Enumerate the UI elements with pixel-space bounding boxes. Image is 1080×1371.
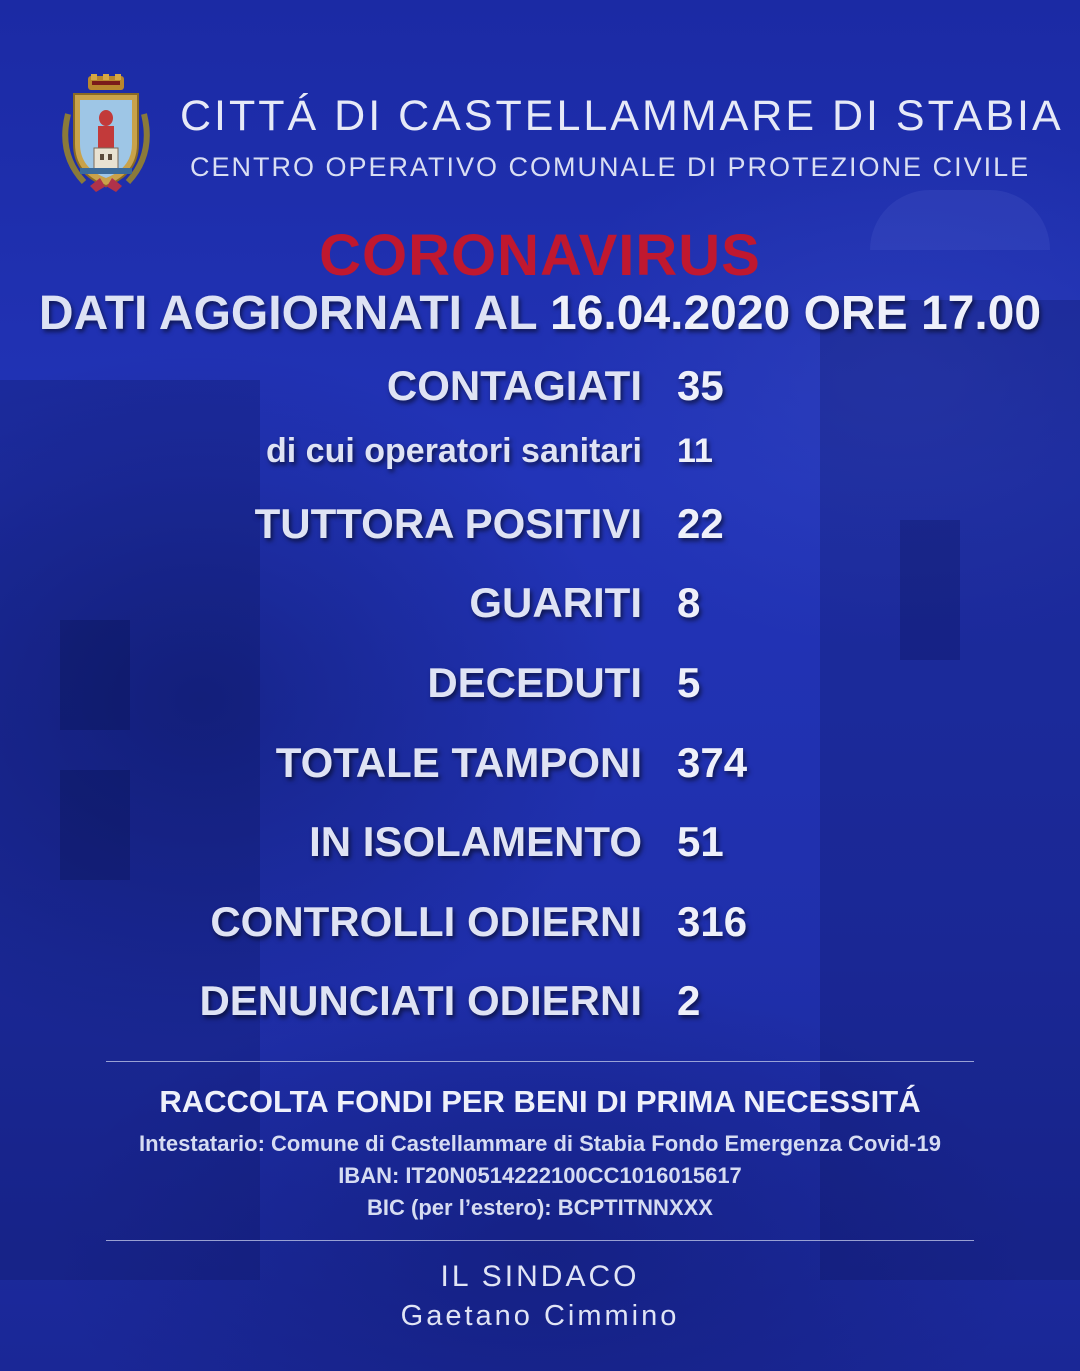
stat-label: di cui operatori sanitari — [266, 432, 642, 470]
signature-title: IL SINDACO — [440, 1260, 640, 1293]
divider-top — [106, 1061, 974, 1062]
update-prefix: DATI AGGIORNATI AL — [38, 287, 537, 340]
stat-label: GUARITI — [469, 579, 642, 626]
stat-value: 5 — [677, 659, 701, 706]
stat-label: DENUNCIATI ODIERNI — [199, 977, 642, 1024]
stat-row-guariti — [0, 579, 1080, 639]
fundraising-iban: IBAN: IT20N0514222100CC1016015617 — [338, 1163, 742, 1188]
update-datetime: 16.04.2020 ORE 17.00 — [550, 287, 1042, 340]
fundraising-bic: BIC (per l’estero): BCPTITNNXXX — [367, 1195, 713, 1220]
department-subtitle: CENTRO OPERATIVO COMUNALE DI PROTEZIONE CIVILE — [190, 152, 1031, 182]
signature-name: Gaetano Cimmino — [400, 1300, 680, 1332]
stat-label: TUTTORA POSITIVI — [254, 500, 642, 547]
stat-row-totale-tamponi — [0, 739, 1080, 799]
stat-row-tuttora-positivi — [0, 500, 1080, 560]
stat-label: TOTALE TAMPONI — [275, 739, 642, 786]
city-crest-icon — [54, 74, 158, 196]
stat-row-contagiati — [0, 362, 1080, 422]
stat-row-controlli-odierni — [0, 898, 1080, 958]
headline-title: CORONAVIRUS — [319, 223, 761, 288]
stat-value: 22 — [677, 500, 724, 547]
fundraising-holder: Intestatario: Comune di Castellammare di Stabia Fondo Emergenza Covid-19 — [139, 1131, 941, 1156]
stat-value: 11 — [677, 432, 713, 470]
stat-value: 316 — [677, 898, 748, 945]
stat-value: 51 — [677, 818, 724, 865]
stat-label: DECEDUTI — [427, 659, 642, 706]
stat-value: 2 — [677, 977, 701, 1024]
stat-row-operatori-sanitari — [0, 426, 1080, 486]
stat-value: 35 — [677, 362, 724, 409]
fundraising-title: RACCOLTA FONDI PER BENI DI PRIMA NECESSITÁ — [159, 1084, 921, 1119]
stat-label: IN ISOLAMENTO — [309, 818, 642, 865]
stat-row-in-isolamento — [0, 818, 1080, 878]
divider-bottom — [106, 1240, 974, 1241]
stat-value: 8 — [677, 579, 701, 626]
city-title: CITTÁ DI CASTELLAMMARE DI STABIA — [180, 92, 1064, 140]
stat-label: CONTAGIATI — [386, 362, 642, 409]
stat-row-deceduti — [0, 659, 1080, 719]
update-line — [0, 286, 1080, 341]
stat-label: CONTROLLI ODIERNI — [210, 898, 642, 945]
stat-row-denunciati-odierni — [0, 977, 1080, 1037]
stat-value: 374 — [677, 739, 748, 786]
